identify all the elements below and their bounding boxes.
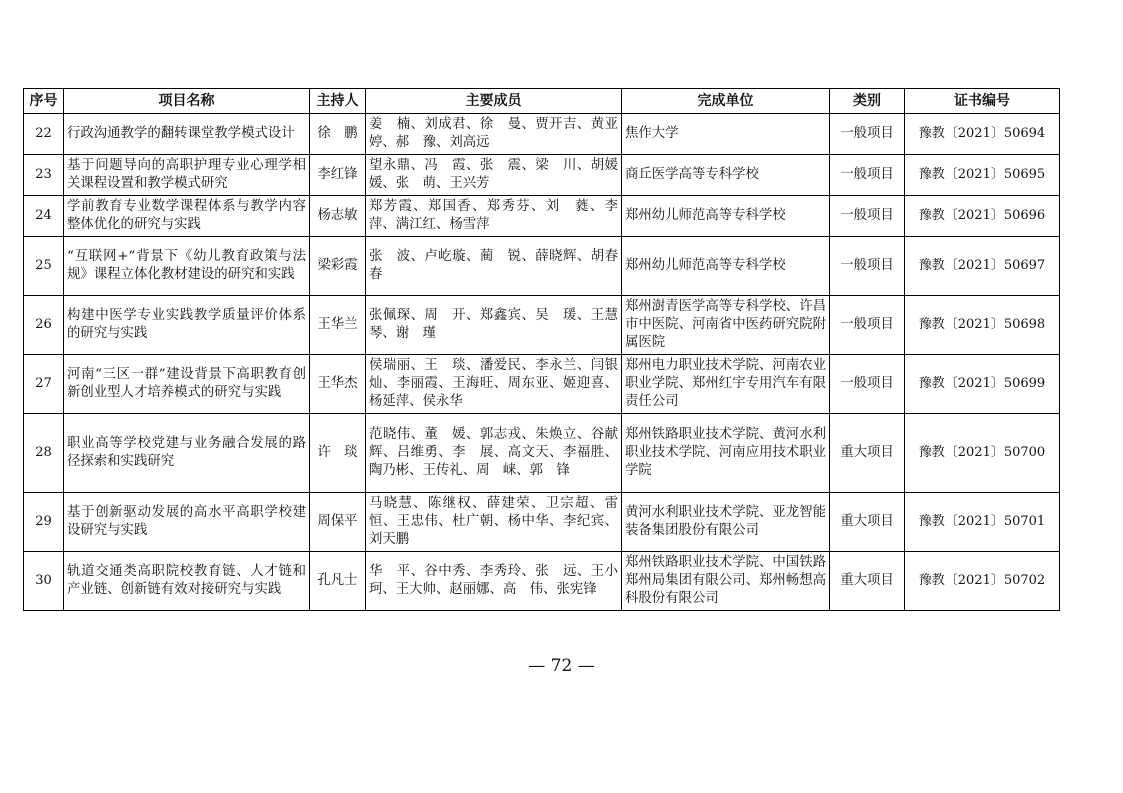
certificate-number: 豫教〔2021〕50695 bbox=[905, 155, 1060, 196]
unit: 焦作大学 bbox=[622, 114, 830, 155]
host-name: 王华杰 bbox=[310, 355, 366, 414]
header-host: 主持人 bbox=[310, 89, 366, 114]
header-no: 序号 bbox=[24, 89, 64, 114]
projects-table bbox=[23, 88, 1060, 611]
members: 张佩琛、周 开、郑鑫宾、吴 瑗、王慧琴、谢 瑾 bbox=[366, 296, 622, 355]
category: 一般项目 bbox=[830, 355, 905, 414]
certificate-number: 豫教〔2021〕50701 bbox=[905, 493, 1060, 552]
members: 马晓慧、陈继权、薛建荣、卫宗超、雷 恒、王忠伟、杜广朝、杨中华、李纪宾、刘天鹏 bbox=[366, 493, 622, 552]
members: 华 平、谷中秀、李秀玲、张 远、王小珂、王大帅、赵丽娜、高 伟、张宪锋 bbox=[366, 552, 622, 611]
unit: 郑州铁路职业技术学院、黄河水利职业技术学院、河南应用技术职业学院 bbox=[622, 414, 830, 493]
host-name: 梁彩霞 bbox=[310, 237, 366, 296]
project-name: 基于创新驱动发展的高水平高职学校建设研究与实践 bbox=[64, 493, 310, 552]
certificate-number: 豫教〔2021〕50702 bbox=[905, 552, 1060, 611]
category: 一般项目 bbox=[830, 196, 905, 237]
host-name: 孔凡士 bbox=[310, 552, 366, 611]
unit: 郑州幼儿师范高等专科学校 bbox=[622, 237, 830, 296]
unit: 黄河水利职业技术学院、亚龙智能装备集团股份有限公司 bbox=[622, 493, 830, 552]
table-row bbox=[24, 355, 1060, 414]
members: 望永鼎、冯 霞、张 震、梁 川、胡媛媛、张 萌、王兴芳 bbox=[366, 155, 622, 196]
table-row bbox=[24, 196, 1060, 237]
project-name: 轨道交通类高职院校教育链、人才链和产业链、创新链有效对接研究与实践 bbox=[64, 552, 310, 611]
members: 郑芳霞、郑国香、郑秀芬、刘 蕤、李 萍、满江红、杨雪萍 bbox=[366, 196, 622, 237]
category: 一般项目 bbox=[830, 237, 905, 296]
host-name: 杨志敏 bbox=[310, 196, 366, 237]
members: 侯瑞丽、王 琰、潘爱民、李永兰、闫银灿、李丽霞、王海旺、周东亚、姬迎喜、杨延萍、侯永华 bbox=[366, 355, 622, 414]
table-row bbox=[24, 296, 1060, 355]
certificate-number: 豫教〔2021〕50698 bbox=[905, 296, 1060, 355]
unit: 郑州电力职业技术学院、河南农业职业学院、郑州红宇专用汽车有限责任公司 bbox=[622, 355, 830, 414]
certificate-number: 豫教〔2021〕50696 bbox=[905, 196, 1060, 237]
table-row bbox=[24, 114, 1060, 155]
certificate-number: 豫教〔2021〕50699 bbox=[905, 355, 1060, 414]
row-number: 27 bbox=[24, 355, 64, 414]
page-number: — 72 — bbox=[528, 656, 595, 676]
row-number: 29 bbox=[24, 493, 64, 552]
category: 一般项目 bbox=[830, 114, 905, 155]
category: 重大项目 bbox=[830, 552, 905, 611]
host-name: 徐 鹏 bbox=[310, 114, 366, 155]
host-name: 周保平 bbox=[310, 493, 366, 552]
members: 张 波、卢屹璇、蔺 锐、薛晓辉、胡春春 bbox=[366, 237, 622, 296]
category: 重大项目 bbox=[830, 493, 905, 552]
row-number: 26 bbox=[24, 296, 64, 355]
row-number: 22 bbox=[24, 114, 64, 155]
project-name: 行政沟通教学的翻转课堂教学模式设计 bbox=[64, 114, 310, 155]
project-name: 构建中医学专业实践教学质量评价体系的研究与实践 bbox=[64, 296, 310, 355]
host-name: 李红锋 bbox=[310, 155, 366, 196]
project-name: 学前教育专业数学课程体系与教学内容整体优化的研究与实践 bbox=[64, 196, 310, 237]
unit: 郑州澍青医学高等专科学校、许昌市中医院、河南省中医药研究院附属医院 bbox=[622, 296, 830, 355]
certificate-number: 豫教〔2021〕50694 bbox=[905, 114, 1060, 155]
table-row bbox=[24, 414, 1060, 493]
table-row bbox=[24, 155, 1060, 196]
members: 姜 楠、刘成君、徐 曼、贾开吉、黄亚婷、郝 豫、刘高远 bbox=[366, 114, 622, 155]
header-row bbox=[24, 89, 1060, 114]
category: 一般项目 bbox=[830, 296, 905, 355]
table-row bbox=[24, 237, 1060, 296]
certificate-number: 豫教〔2021〕50700 bbox=[905, 414, 1060, 493]
header-members: 主要成员 bbox=[366, 89, 622, 114]
unit: 郑州幼儿师范高等专科学校 bbox=[622, 196, 830, 237]
row-number: 28 bbox=[24, 414, 64, 493]
unit: 商丘医学高等专科学校 bbox=[622, 155, 830, 196]
table-row bbox=[24, 493, 1060, 552]
table-row bbox=[24, 552, 1060, 611]
project-name: “互联网+”背景下《幼儿教育政策与法规》课程立体化教材建设的研究和实践 bbox=[64, 237, 310, 296]
project-name: 河南“三区一群”建设背景下高职教育创新创业型人才培养模式的研究与实践 bbox=[64, 355, 310, 414]
unit: 郑州铁路职业技术学院、中国铁路郑州局集团有限公司、郑州畅想高科股份有限公司 bbox=[622, 552, 830, 611]
header-unit: 完成单位 bbox=[622, 89, 830, 114]
header-cert: 证书编号 bbox=[905, 89, 1060, 114]
header-category: 类别 bbox=[830, 89, 905, 114]
members: 范晓伟、董 媛、郭志戎、朱焕立、谷献辉、吕维勇、李 展、高文天、李福胜、陶乃彬、王传礼、周 崃、郭 锋 bbox=[366, 414, 622, 493]
project-name: 职业高等学校党建与业务融合发展的路径探索和实践研究 bbox=[64, 414, 310, 493]
project-name: 基于问题导向的高职护理专业心理学相关课程设置和教学模式研究 bbox=[64, 155, 310, 196]
row-number: 30 bbox=[24, 552, 64, 611]
certificate-number: 豫教〔2021〕50697 bbox=[905, 237, 1060, 296]
category: 一般项目 bbox=[830, 155, 905, 196]
host-name: 王华兰 bbox=[310, 296, 366, 355]
category: 重大项目 bbox=[830, 414, 905, 493]
host-name: 许 琰 bbox=[310, 414, 366, 493]
header-project: 项目名称 bbox=[64, 89, 310, 114]
row-number: 25 bbox=[24, 237, 64, 296]
row-number: 24 bbox=[24, 196, 64, 237]
row-number: 23 bbox=[24, 155, 64, 196]
